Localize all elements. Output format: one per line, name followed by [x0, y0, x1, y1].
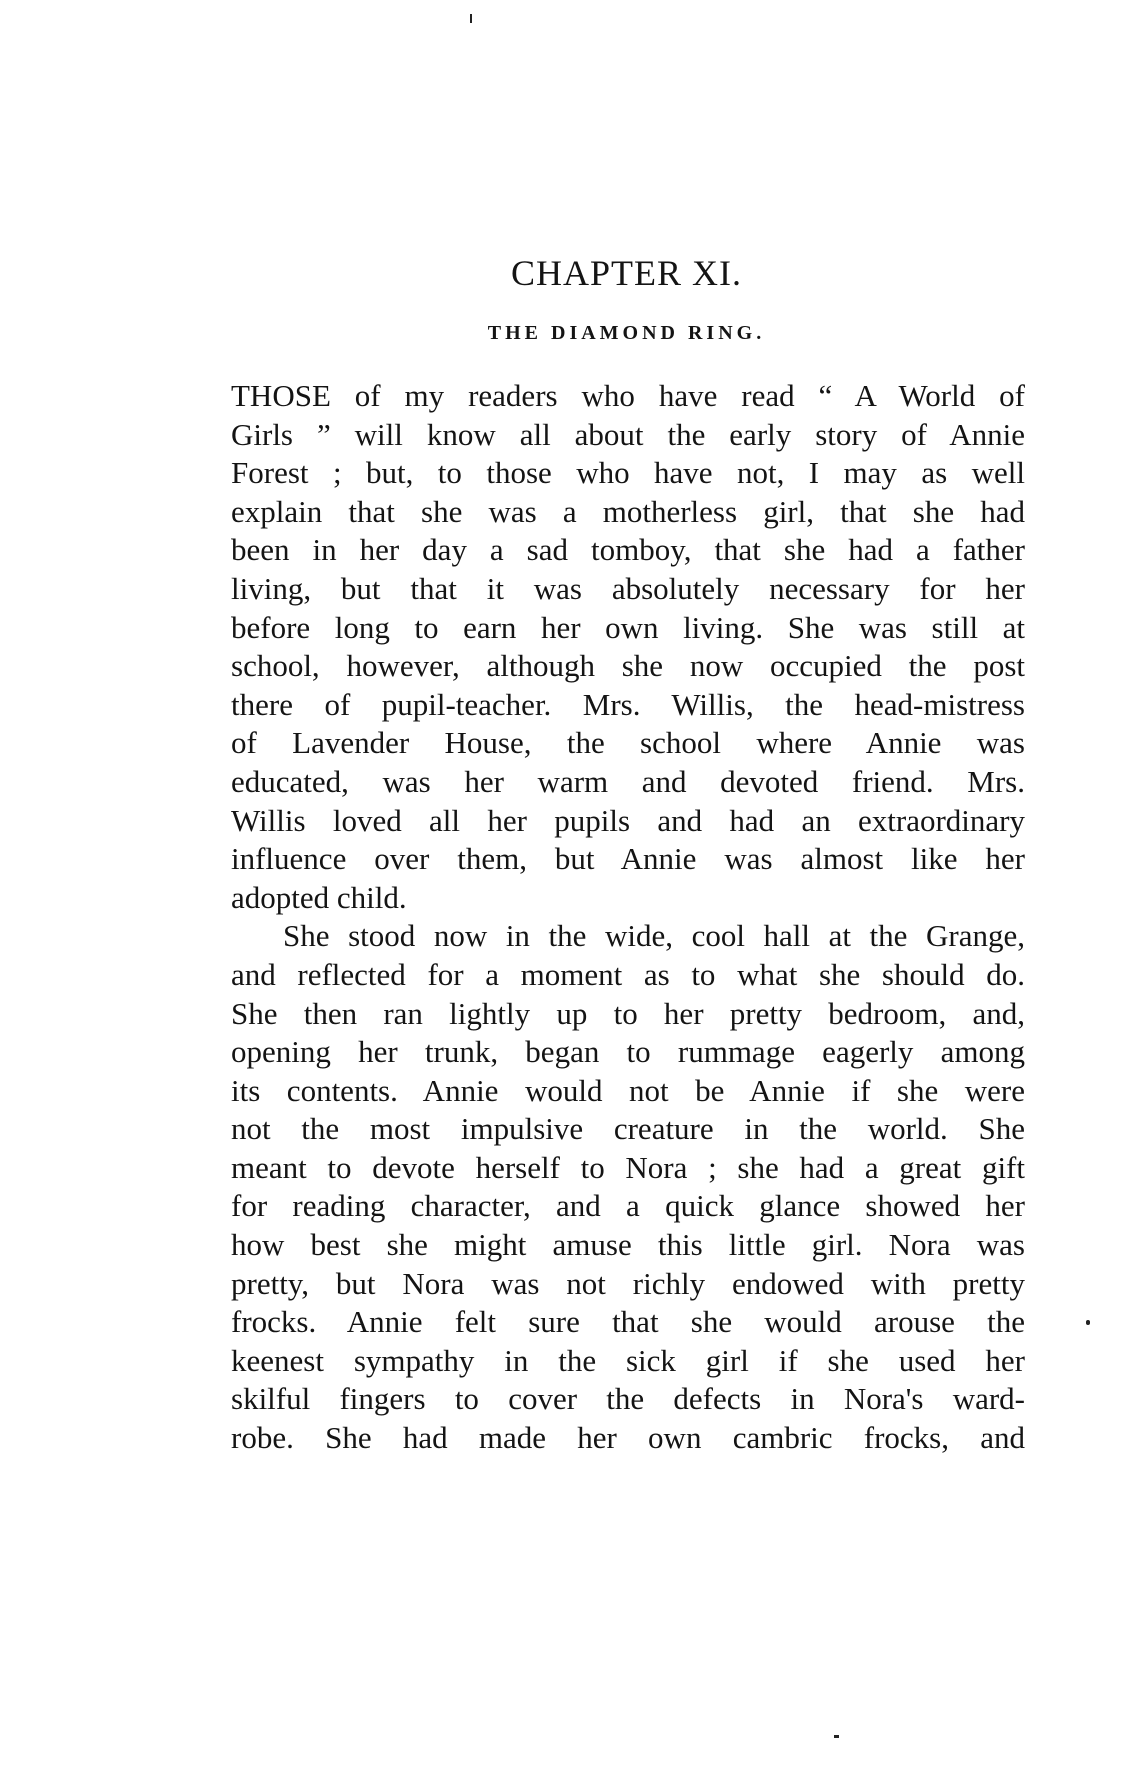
- text-line: not the most impulsive creature in the world. She: [231, 1111, 1025, 1147]
- text-line: robe. She had made her own cambric frocks, and: [231, 1420, 1025, 1456]
- text-line: before long to earn her own living. She was still at: [231, 609, 1025, 645]
- text-line: of Lavender House, the school where Annie was: [231, 725, 1025, 761]
- text-line: She then ran lightly up to her pretty bedroom, and,: [231, 995, 1025, 1031]
- body-text: [231, 377, 1025, 1458]
- text-line: living, but that it was absolutely necessary for her: [231, 570, 1025, 606]
- text-line: opening her trunk, began to rummage eagerly among: [231, 1034, 1025, 1070]
- text-line: influence over them, but Annie was almost like her: [231, 841, 1025, 877]
- print-speck-right: [1086, 1320, 1090, 1325]
- text-line: educated, was her warm and devoted friend. Mrs.: [231, 763, 1025, 799]
- text-line: skilful fingers to cover the defects in Nora's ward-: [231, 1381, 1025, 1417]
- text-line: how best she might amuse this little girl. Nora was: [231, 1227, 1025, 1263]
- text-line: adopted child.: [231, 879, 407, 915]
- text-line: frocks. Annie felt sure that she would arouse the: [231, 1304, 1025, 1340]
- text-line: keenest sympathy in the sick girl if she used her: [231, 1342, 1025, 1378]
- chapter-subtitle: THE DIAMOND RING.: [487, 322, 766, 344]
- text-line: Girls ” will know all about the early story of Annie: [231, 416, 1025, 452]
- text-line: explain that she was a motherless girl, that she had: [231, 493, 1025, 529]
- text-line: pretty, but Nora was not richly endowed with pretty: [231, 1265, 1025, 1301]
- text-line: Willis loved all her pupils and had an extraordinary: [231, 802, 1025, 838]
- text-line: been in her day a sad tomboy, that she had a father: [231, 532, 1025, 568]
- text-line: meant to devote herself to Nora ; she had a great gift: [231, 1149, 1025, 1185]
- text-line: and reflected for a moment as to what she should do.: [231, 956, 1025, 992]
- text-line: school, however, although she now occupied the post: [231, 648, 1025, 684]
- text-line: Forest ; but, to those who have not, I may as well: [231, 455, 1025, 491]
- print-speck-top: [470, 14, 472, 23]
- text-line: She stood now in the wide, cool hall at the Grange,: [283, 918, 1025, 954]
- text-line: for reading character, and a quick glance showed her: [231, 1188, 1025, 1224]
- chapter-title: CHAPTER XI.: [510, 253, 742, 293]
- text-line: its contents. Annie would not be Annie if she were: [231, 1072, 1025, 1108]
- text-line: THOSE of my readers who have read “ A World of: [231, 378, 1025, 413]
- print-speck-bottom: [834, 1735, 839, 1738]
- text-line: there of pupil-teacher. Mrs. Willis, the head-mistress: [231, 686, 1025, 722]
